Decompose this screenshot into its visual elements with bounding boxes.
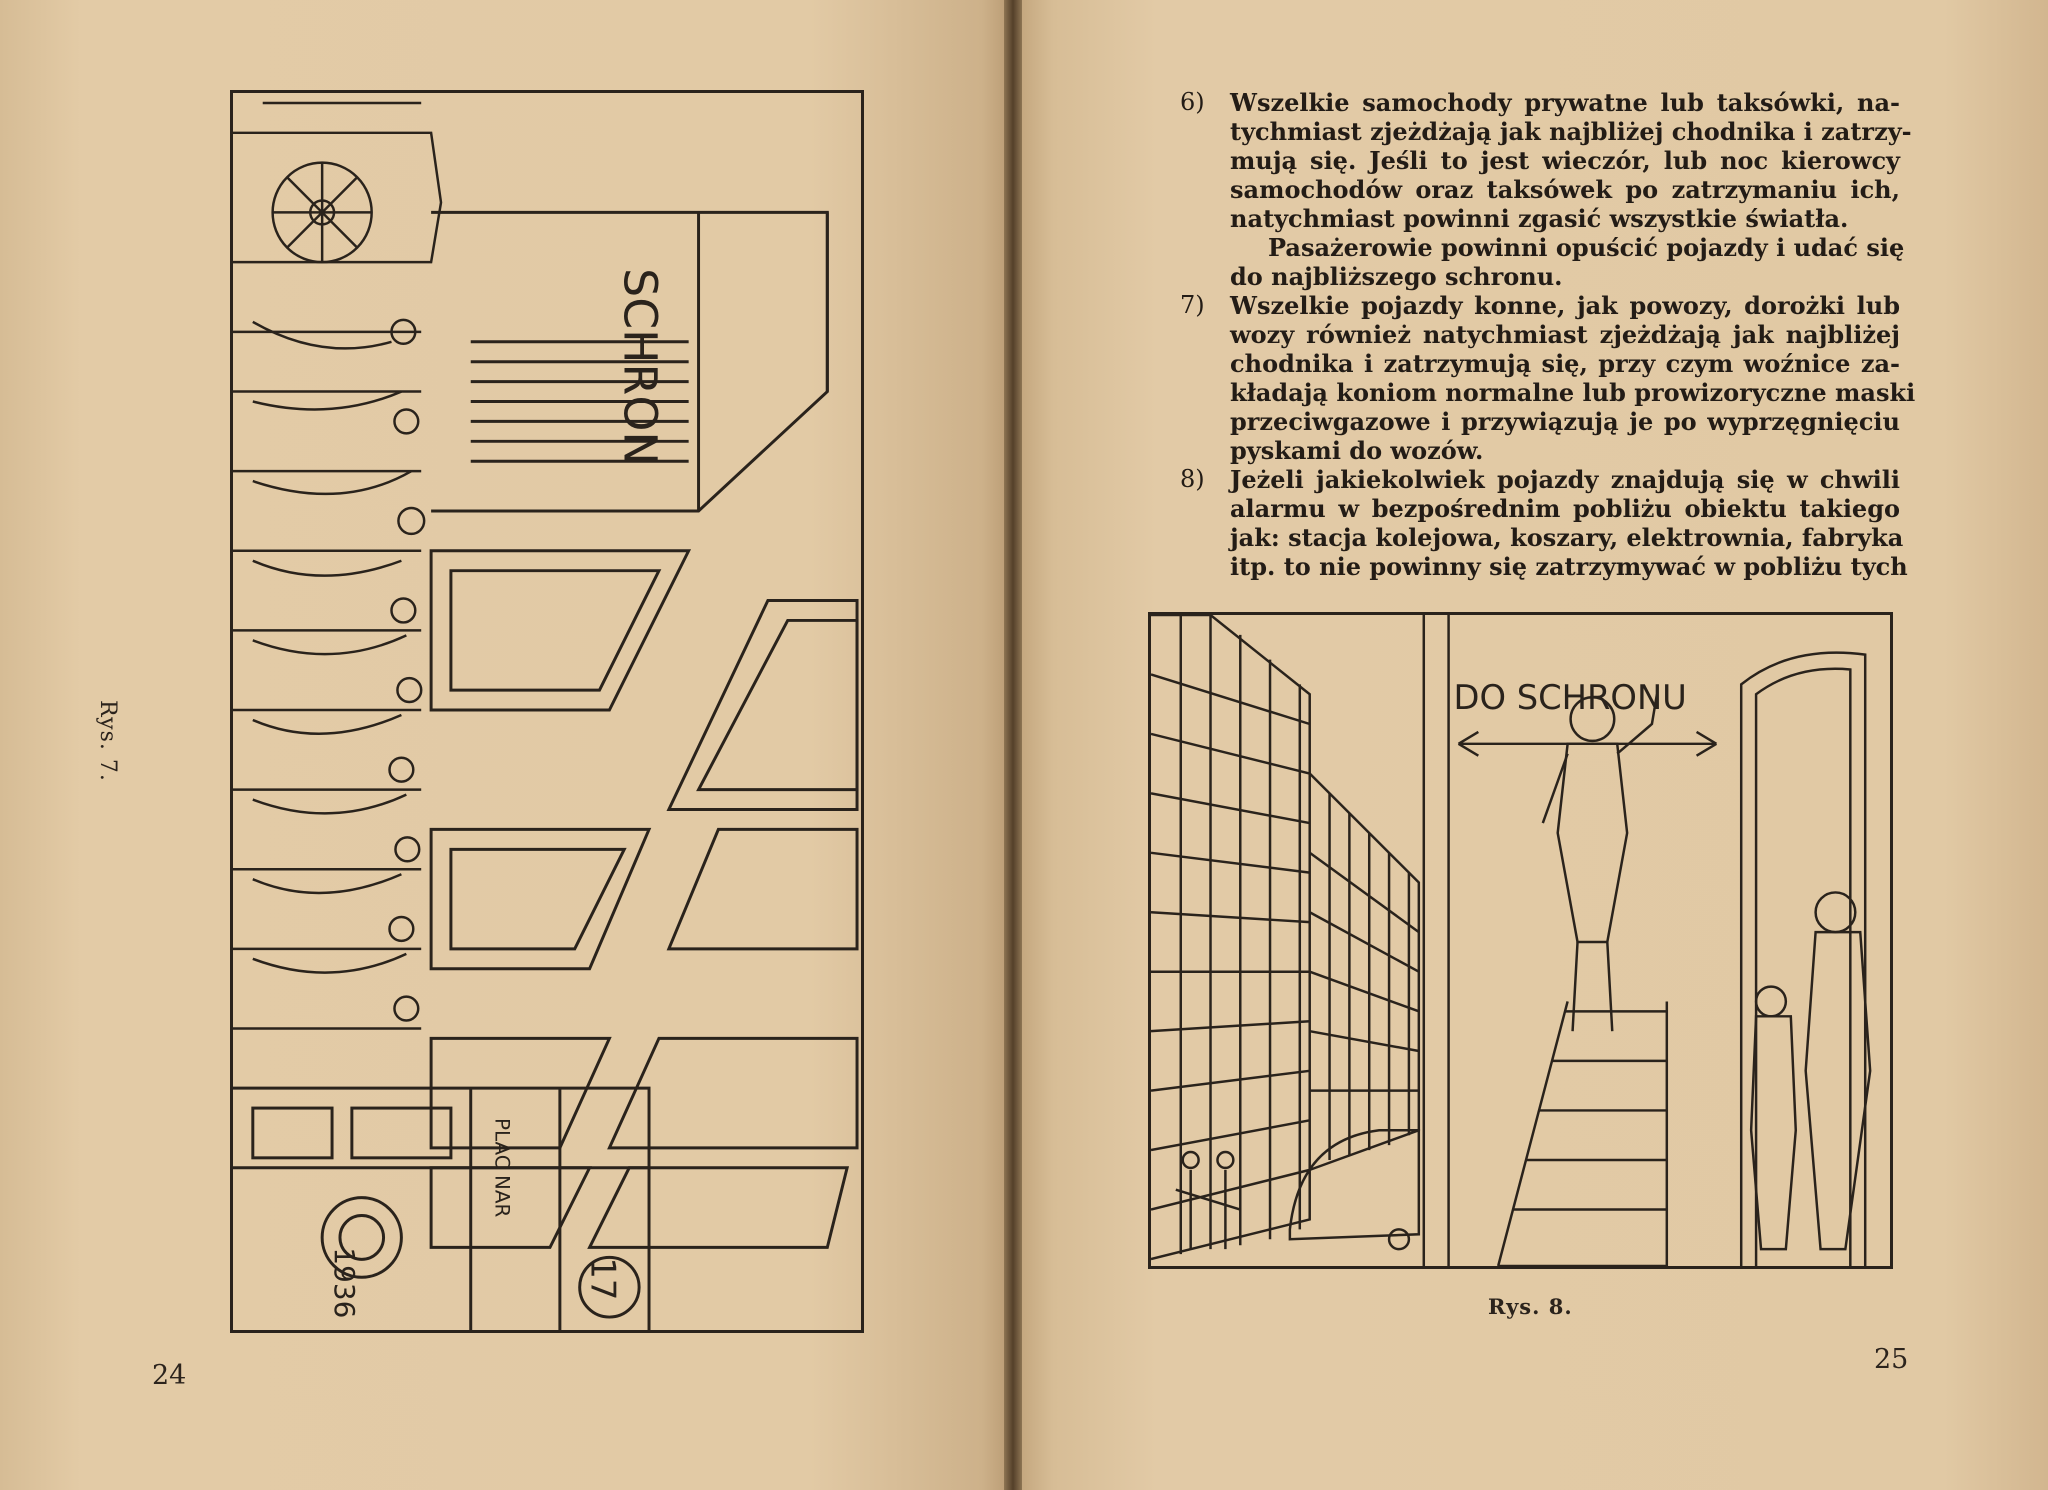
text-line: kładają koniom normalne lub prowizoryczne maski [1230,378,1916,407]
text-line: Jeżeli jakiekolwiek pojazdy znajdują się w chwili [1230,465,1900,494]
text-line: itp. to nie powinny się zatrzymywać w pobliżu tych [1230,552,1908,581]
tram-year-label: 1936 [328,1247,361,1319]
list-item [1180,88,1912,291]
illustration-street-shelter-crowd [230,90,864,1333]
item-number: 8) [1180,465,1205,493]
list-item [1180,465,1908,581]
text-line: samochodów oraz taksówek po zatrzymaniu ich, [1230,175,1900,204]
text-line: Wszelkie pojazdy konne, jak powozy, dorożki lub [1230,291,1900,320]
book-gutter [1004,0,1022,1490]
item-number: 7) [1180,291,1205,319]
figure-caption-rys-8: Rys. 8. [1488,1294,1573,1319]
shelter-sign-text: SCHRON [613,268,667,466]
text-line: przeciwgazowe i przywiązują je po wyprzęgnięciu [1230,407,1900,436]
item-number: 6) [1180,88,1205,116]
automobile-drawing [233,103,441,262]
illustration-painting-shelter-sign [1148,612,1893,1269]
text-line: mują się. Jeśli to jest wieczór, lub noc kierowcy [1230,146,1900,175]
text-line: tychmiast zjeżdżają jak najbliżej chodnika i zatrzy- [1230,117,1912,146]
instructions-text [1180,88,1916,581]
shelter-direction-sign-text: DO SCHRONU [1453,678,1687,718]
list-item [1180,291,1916,465]
page-number-left: 24 [152,1360,187,1391]
text-line: alarmu w bezpośrednim pobliżu obiektu takiego [1230,494,1900,523]
illustration-rys-8-drawing [1151,615,1890,1266]
text-line: Wszelkie samochody prywatne lub taksówki, na- [1230,88,1900,117]
illustration-rys-7-drawing [233,93,861,1330]
text-line: pyskami do wozów. [1230,436,1484,465]
tram-route-number: 17 [583,1257,623,1301]
figure-caption-rys-7: Rys. 7. [95,700,120,782]
text-line: jak: stacja kolejowa, koszary, elektrownia, fabryka [1230,523,1904,552]
tram-route-sign: PLAC NAR [490,1118,514,1218]
page-number-right: 25 [1874,1344,1909,1375]
text-line: natychmiast powinni zgasić wszystkie światła. [1230,204,1849,233]
text-line: chodnika i zatrzymują się, przy czym woźnice za- [1230,349,1900,378]
text-line: do najbliższego schronu. [1230,262,1563,291]
text-line: Pasażerowie powinni opuścić pojazdy i udać się [1268,233,1905,262]
text-line: wozy również natychmiast zjeżdżają jak najbliżej [1230,320,1900,349]
